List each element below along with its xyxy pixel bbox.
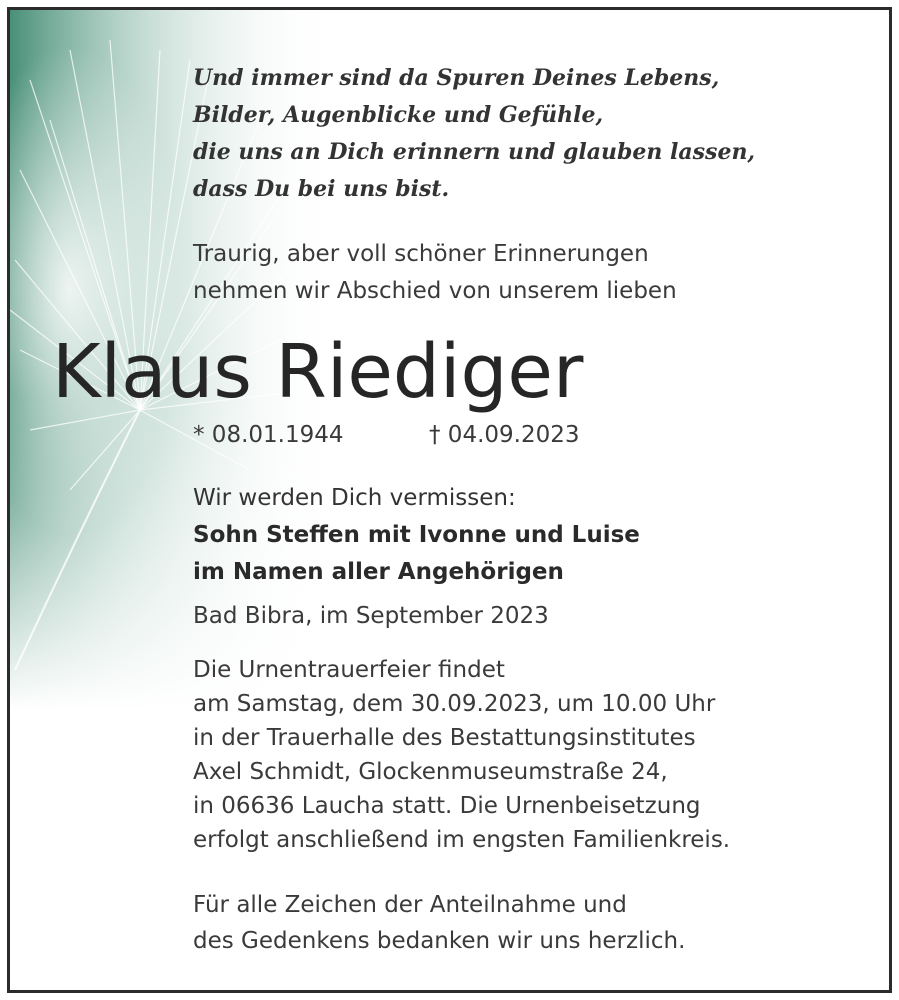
life-dates bbox=[193, 418, 580, 452]
intro-line: nehmen wir Abschied von unserem lieben bbox=[193, 278, 677, 304]
obituary-notice bbox=[7, 7, 892, 993]
farewell-intro bbox=[193, 236, 677, 310]
thanks-line: Für alle Zeichen der Anteilnahme und bbox=[193, 892, 627, 918]
place-and-date: Bad Bibra, im September 2023 bbox=[193, 603, 549, 629]
birth-date: * 08.01.1944 bbox=[193, 422, 344, 448]
ceremony-line: am Samstag, dem 30.09.2023, um 10.00 Uhr bbox=[193, 691, 716, 717]
mourners-family: Sohn Steffen mit Ivonne und Luise bbox=[193, 522, 640, 548]
ceremony-line: Axel Schmidt, Glockenmuseumstraße 24, bbox=[193, 759, 668, 785]
deceased-name: Klaus Riediger bbox=[52, 329, 584, 415]
poem-line: dass Du bei uns bist. bbox=[193, 176, 450, 202]
ceremony-line: erfolgt anschließend im engsten Familienkreis. bbox=[193, 827, 731, 853]
thanks-line: des Gedenkens bedanken wir uns herzlich. bbox=[193, 928, 686, 954]
intro-line: Traurig, aber voll schöner Erinnerungen bbox=[193, 241, 649, 267]
ceremony-line: in 06636 Laucha statt. Die Urnenbeisetzung bbox=[193, 793, 701, 819]
death-date: † 04.09.2023 bbox=[429, 422, 580, 448]
mourners-block bbox=[193, 480, 640, 591]
ceremony-details bbox=[193, 653, 730, 857]
mourners-intro: Wir werden Dich vermissen: bbox=[193, 485, 516, 511]
mourners-relatives: im Namen aller Angehörigen bbox=[193, 559, 564, 585]
thanks-note bbox=[193, 887, 685, 959]
poem-line: Bilder, Augenblicke und Gefühle, bbox=[193, 102, 604, 128]
poem-line: Und immer sind da Spuren Deines Lebens, bbox=[193, 65, 720, 91]
ceremony-line: Die Urnentrauerfeier findet bbox=[193, 657, 505, 683]
poem-line: die uns an Dich erinnern und glauben lassen, bbox=[193, 139, 756, 165]
poem-verse bbox=[193, 60, 755, 208]
ceremony-line: in der Trauerhalle des Bestattungsinstitutes bbox=[193, 725, 696, 751]
